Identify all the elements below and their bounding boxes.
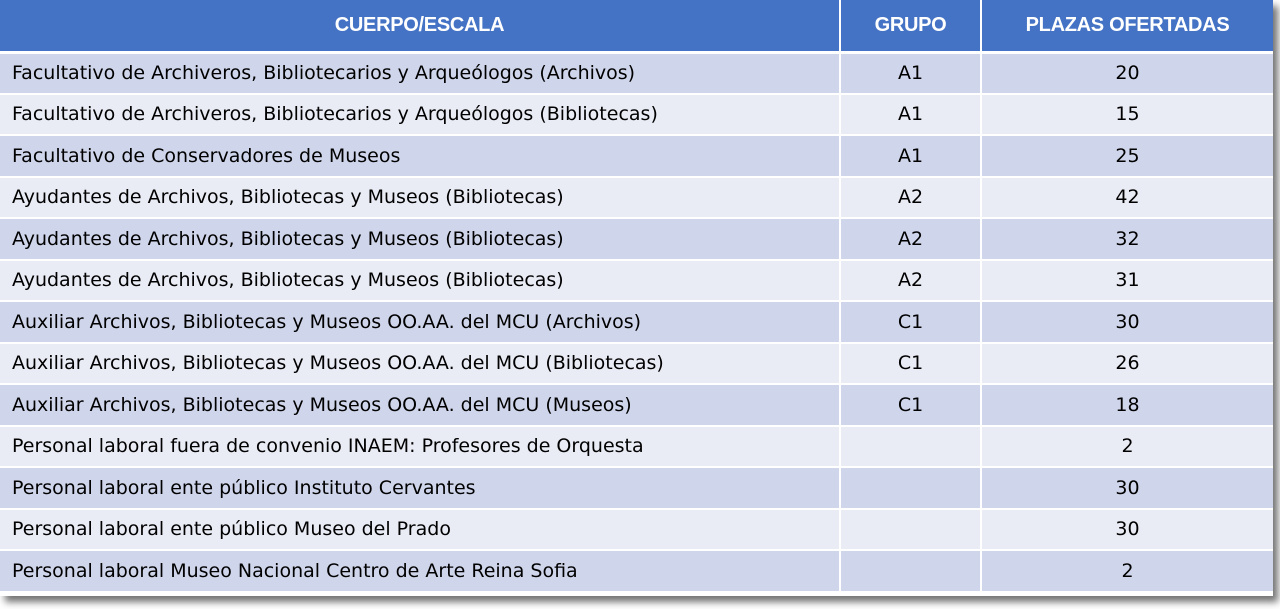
cell-grupo: C1 bbox=[840, 343, 981, 385]
cell-grupo: A1 bbox=[840, 52, 981, 94]
cell-grupo: A2 bbox=[840, 218, 981, 260]
cell-plazas: 32 bbox=[981, 218, 1273, 260]
cell-grupo bbox=[840, 509, 981, 551]
cell-cuerpo: Facultativo de Archiveros, Bibliotecarios y Arqueólogos (Bibliotecas) bbox=[0, 94, 840, 136]
cell-cuerpo: Auxiliar Archivos, Bibliotecas y Museos OO.AA. del MCU (Bibliotecas) bbox=[0, 343, 840, 385]
cell-cuerpo: Ayudantes de Archivos, Bibliotecas y Museos (Bibliotecas) bbox=[0, 260, 840, 302]
cell-cuerpo: Personal laboral ente público Instituto Cervantes bbox=[0, 467, 840, 509]
table-row bbox=[0, 550, 1273, 592]
header-cuerpo: CUERPO/ESCALA bbox=[0, 0, 840, 52]
cell-plazas: 18 bbox=[981, 384, 1273, 426]
header-row bbox=[0, 0, 1273, 52]
cell-grupo bbox=[840, 467, 981, 509]
table-row bbox=[0, 135, 1273, 177]
cell-plazas: 26 bbox=[981, 343, 1273, 385]
cell-plazas: 20 bbox=[981, 52, 1273, 94]
table-row bbox=[0, 260, 1273, 302]
cell-plazas: 2 bbox=[981, 426, 1273, 468]
table-row bbox=[0, 177, 1273, 219]
cell-plazas: 30 bbox=[981, 467, 1273, 509]
cell-plazas: 25 bbox=[981, 135, 1273, 177]
cell-cuerpo: Facultativo de Archiveros, Bibliotecarios y Arqueólogos (Archivos) bbox=[0, 52, 840, 94]
cell-grupo: A2 bbox=[840, 177, 981, 219]
table-row bbox=[0, 218, 1273, 260]
table-row bbox=[0, 94, 1273, 136]
table-row bbox=[0, 52, 1273, 94]
cell-grupo: A2 bbox=[840, 260, 981, 302]
table-row bbox=[0, 384, 1273, 426]
cell-cuerpo: Ayudantes de Archivos, Bibliotecas y Museos (Bibliotecas) bbox=[0, 177, 840, 219]
cell-grupo bbox=[840, 426, 981, 468]
cell-cuerpo: Personal laboral Museo Nacional Centro de Arte Reina Sofia bbox=[0, 550, 840, 592]
cell-grupo: A1 bbox=[840, 94, 981, 136]
cell-cuerpo: Facultativo de Conservadores de Museos bbox=[0, 135, 840, 177]
cell-cuerpo: Personal laboral fuera de convenio INAEM: Profesores de Orquesta bbox=[0, 426, 840, 468]
table-row bbox=[0, 509, 1273, 551]
cell-cuerpo: Auxiliar Archivos, Bibliotecas y Museos OO.AA. del MCU (Archivos) bbox=[0, 301, 840, 343]
cell-grupo: C1 bbox=[840, 384, 981, 426]
cell-grupo: C1 bbox=[840, 301, 981, 343]
table-row bbox=[0, 301, 1273, 343]
cell-plazas: 2 bbox=[981, 550, 1273, 592]
cell-cuerpo: Auxiliar Archivos, Bibliotecas y Museos OO.AA. del MCU (Museos) bbox=[0, 384, 840, 426]
header-plazas: PLAZAS OFERTADAS bbox=[981, 0, 1273, 52]
table-row bbox=[0, 426, 1273, 468]
cell-grupo bbox=[840, 550, 981, 592]
table-row bbox=[0, 343, 1273, 385]
cell-plazas: 31 bbox=[981, 260, 1273, 302]
cell-plazas: 30 bbox=[981, 301, 1273, 343]
table-row bbox=[0, 467, 1273, 509]
cell-cuerpo: Ayudantes de Archivos, Bibliotecas y Museos (Bibliotecas) bbox=[0, 218, 840, 260]
cell-cuerpo: Personal laboral ente público Museo del Prado bbox=[0, 509, 840, 551]
cell-plazas: 42 bbox=[981, 177, 1273, 219]
cell-plazas: 30 bbox=[981, 509, 1273, 551]
header-grupo: GRUPO bbox=[840, 0, 981, 52]
cell-plazas: 15 bbox=[981, 94, 1273, 136]
cell-grupo: A1 bbox=[840, 135, 981, 177]
